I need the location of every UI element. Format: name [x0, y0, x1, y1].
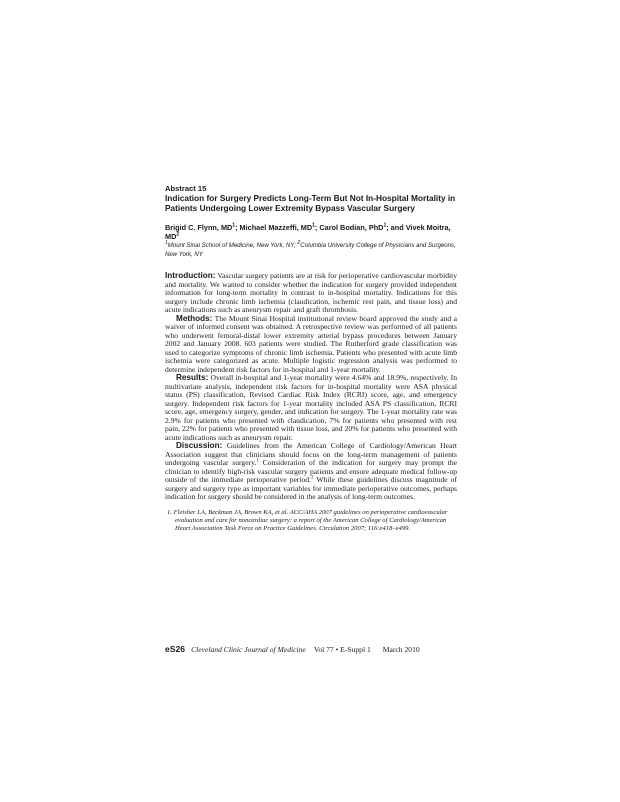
- author-name: Michael Mazzeffi, MD: [239, 223, 313, 233]
- author-affiliation-mark: 1: [232, 222, 236, 229]
- page-folio: eS26: [165, 644, 186, 654]
- abstract-page: [165, 184, 457, 534]
- affiliation-mark: 1: [165, 240, 168, 247]
- introduction-heading: Introduction:: [165, 271, 216, 280]
- abstract-title: Indication for Surgery Predicts Long-Term But Not In-Hospital Mortality in Patients Undergoing Lower Extremity Bypass Vascular Surgery: [165, 193, 456, 213]
- discussion-text: Consideration of the indication for surgery may prompt the clinician to identify high-risk vascular surgery patients and ensure adequate medical follow-up outside of the immediate perioperative period.: [165, 458, 457, 484]
- author-separator: ;: [314, 223, 320, 233]
- author-affiliation-mark: 1: [383, 222, 387, 229]
- affiliation-mark: 2: [297, 240, 301, 247]
- reference-list: [165, 509, 457, 534]
- discussion-text: While these guidelines discuss magnitude of surgery and surgery type as important variables for immediate perioperative outcomes, perhaps indication for surgery should be considered in the analysis of long-term outcomes.: [165, 475, 458, 501]
- introduction-paragraph: [165, 272, 457, 315]
- abstract-number: Abstract 15: [165, 184, 207, 193]
- author-separator: ; and: [386, 223, 406, 233]
- methods-paragraph: [165, 315, 457, 375]
- affiliations: [165, 242, 457, 259]
- journal-volume: Vol 77 • E-Suppl 1: [313, 645, 371, 654]
- citation-mark: 2: [310, 475, 314, 481]
- affiliation-text: Mount Sinai School of Medicine, New York, NY;: [167, 242, 298, 250]
- affiliation-text: Columbia University College of Physicians and Surgeons, New York, NY: [165, 242, 456, 258]
- journal-name: Cleveland Clinic Journal of Medicine: [191, 645, 306, 654]
- author-separator: ;: [235, 223, 240, 233]
- introduction-text: Vascular surgery patients are at risk for perioperative cardiovascular morbidity and mortality. We wanted to consider whether the indication for surgery provided independent information for long-term mortality in contrast to in-hospital mortality. Indications for this surgery include chronic limb ischemia (claudication, ischemic rest pain, and tissue loss) and acute indications such as aneurysm repair and graft thrombosis.: [165, 271, 458, 314]
- discussion-text: Guidelines from the American College of Cardiology/American Heart Association suggest that clinicians should focus on the long-term management of patients undergoing vascular surgery.: [165, 441, 457, 467]
- discussion-heading: Discussion:: [176, 441, 223, 450]
- discussion-paragraph: [165, 442, 457, 502]
- results-heading: Results:: [176, 373, 209, 382]
- methods-heading: Methods:: [176, 313, 213, 323]
- methods-text: The Mount Sinai Hospital institutional review board approved the study and a waiver of informed consent was obtained. A retrospective review was performed of all patients who underwent femoral-distal lower extremity arterial bypass procedures between January 2002 and January 2008. 603 patients were studied. The Rutherford grade classification was used to categorize symptoms of chronic limb ischemia. Patients who presented with acute limb ischemia were categorized as acute. Multiple logistic regression analysis was performed to determine independent risk factors for in-hospital and 1-year mortality.: [165, 313, 457, 374]
- results-text: Overall in-hospital and 1-year mortality were 4.64% and 18.9%, respectively. In multivariate analysis, independent risk factors for in-hospital mortality were ASA physical status (PS) classification, Revised Cardiac Risk Index (RCRI) score, age, and emergency surgery. Independent risk factors for 1-year mortality included ASA PS classification, RCRI score, age, emergency surgery, gender, and indication for surgery. The 1-year mortality rate was 2.9% for patients who presented with claudication, 7% for patients who presented with rest pain, 22% for patients who presented with tissue loss, and 20% for patients who presented with acute indications such as aneurysm repair.: [165, 373, 457, 442]
- author-affiliation-mark: 2: [176, 231, 180, 238]
- author-name: Brigid C. Flynn, MD: [165, 223, 233, 233]
- author-name: Vivek Moitra, MD: [165, 223, 451, 242]
- issue-date: March 2010: [382, 645, 420, 654]
- citation-mark: 1: [256, 458, 259, 464]
- reference-item: 1. Fleisher LA, Beckman JA, Brown KA, et al. ACC/AHA 2007 guidelines on perioperative cardiovascular evaluation and care for noncardiac surgery: a report of the American College of Cardiology/American Heart Association Task Force on Practice Guidelines. Circulation 2007; 116:e418–e499.: [167, 508, 448, 533]
- author-name: Carol Bodian, PhD: [319, 223, 384, 233]
- author-list: [165, 223, 457, 241]
- results-paragraph: [165, 374, 457, 442]
- page-footer: [165, 644, 457, 655]
- author-affiliation-mark: 1: [312, 222, 315, 229]
